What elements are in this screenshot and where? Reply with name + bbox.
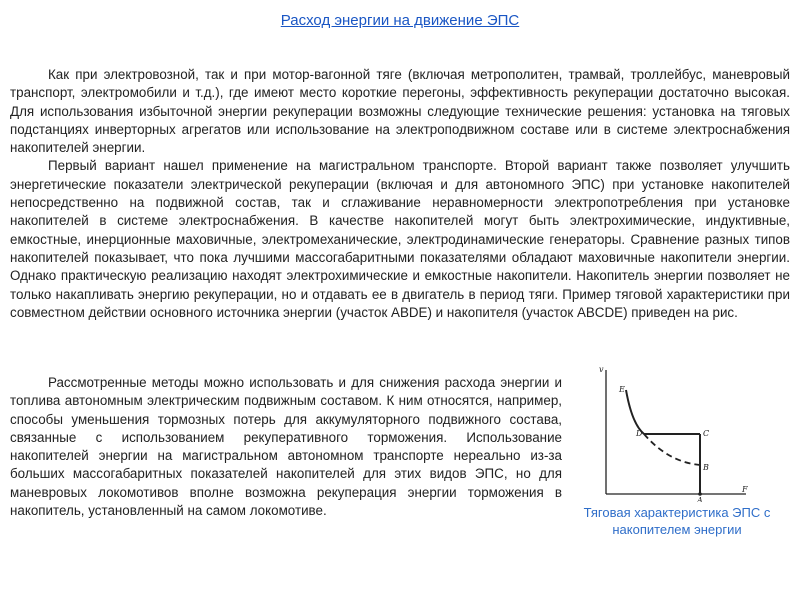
- slide-title: Расход энергии на движение ЭПС: [280, 12, 520, 29]
- point-A-marker: [698, 492, 702, 496]
- label-point-B: B: [703, 463, 709, 472]
- label-axis-F: F: [742, 485, 748, 494]
- label-point-C: C: [703, 429, 710, 438]
- paragraph-1: Как при электровозной, так и при мотор-вагонной тяге (включая метрополитен, трамвай, троллейбус, маневровый транспорт, электромобили и т.д.), где имеют место короткие перегоны, эффективность рекуперации достаточно высокая. Для использования избыточной энергии рекуперации возможны следующие технические решения: установка на тяговых подстанциях инверторных агрегатов или использование на электроподвижном составе или в системе электроснабжения накопителей энергии.: [10, 67, 790, 156]
- text-block-bottom: [10, 374, 562, 520]
- label-point-A: A: [697, 496, 703, 502]
- label-axis-v: v: [599, 365, 604, 374]
- label-point-D: D: [636, 429, 643, 438]
- paragraph-2: Первый вариант нашел применение на магистральном транспорте. Второй вариант также позволяет улучшить энергетические показатели электрической рекуперации (включая и для автономного ЭПС) при установке накопителей непосредственно на подвижной состав, так и сглаживание неравномерности электропотребления при установке накопителей в системе электроснабжения. В качестве накопителей могут быть электрохимические, индуктивные, емкостные, инерционные маховичные, электромеханические, электродинамические генераторы. Сравнение разных типов накопителей показывает, что пока лучшими массогабаритными показателями обладают маховичные накопители энергии. Однако практическую реализацию находят электрохимические и емкостные накопители. Накопитель энергии позволяет не только накапливать энергию рекуперации, но и отдавать ее в двигатель в период тяги. Пример тяговой характеристики при совместном действии основного источника энергии (участок ABDE) и накопителя (участок ABCDE) приведен на рис.: [10, 158, 790, 320]
- label-point-E: E: [619, 385, 625, 394]
- traction-characteristic-diagram: [596, 362, 756, 502]
- figure-caption: Тяговая характеристика ЭПС с накопителем энергии: [583, 505, 771, 537]
- curve-ED: [626, 390, 644, 434]
- paragraph-3: Рассмотренные методы можно использовать и для снижения расхода энергии и топлива автономным электрическим подвижным составом. К ним относятся, например, способы уменьшения тормозных потерь для аккумуляторного подвижного состава, связанные с использованием рекуперативного торможения. Использование накопителей энергии на магистральном автономном транспорте нереально из-за больших массогабаритных показателей накопителей для этих видов ЭПС, но для маневровых локомотивов вполне возможна рекуперация энергии торможения в накопитель, установленный на самом локомотиве.: [10, 375, 562, 519]
- text-block-top: [10, 66, 790, 322]
- curve-DB-dashed: [644, 434, 700, 465]
